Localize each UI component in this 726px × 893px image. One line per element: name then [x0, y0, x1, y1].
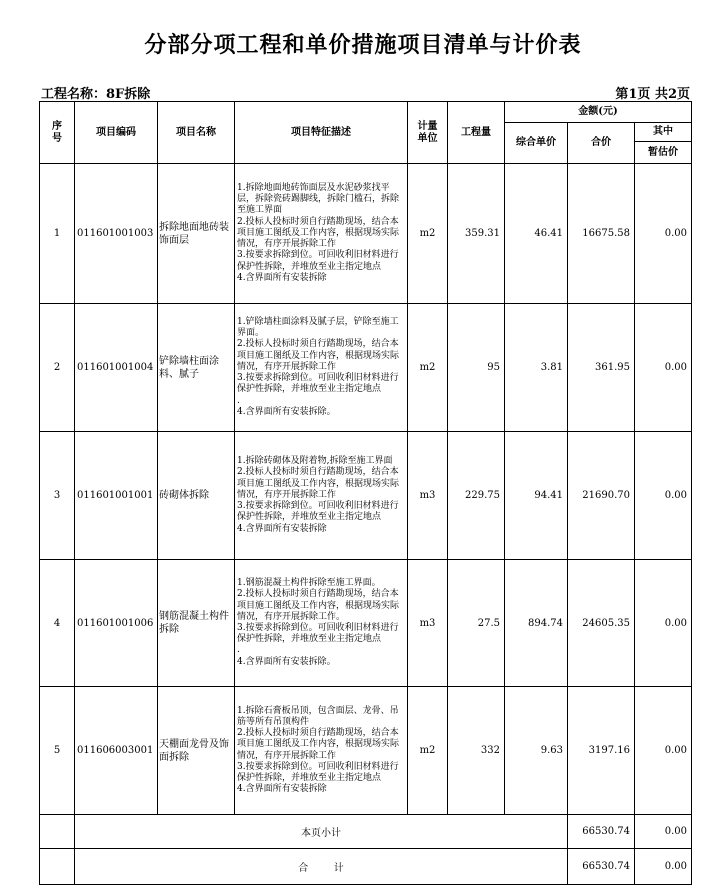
- table-row: [40, 687, 692, 815]
- subtotal-provisional: 0.00: [635, 815, 692, 849]
- desc-line: 2.投标人投标时须自行踏勘现场，结合本项目施工图纸及工作内容，根据现场实际情况，有序开展拆除工作: [237, 728, 400, 761]
- header-qty: 工程量: [448, 102, 505, 164]
- header-code: 项目编码: [75, 102, 158, 164]
- cell-desc: [235, 304, 408, 432]
- header-unit: 计量单位: [408, 102, 448, 164]
- cell-qty: 27.5: [448, 560, 505, 687]
- cell-seq: 1: [40, 164, 75, 304]
- cell-provisional: 0.00: [635, 687, 692, 815]
- header-provisional: 暂估价: [635, 142, 692, 164]
- cell-total: 21690.70: [568, 432, 635, 560]
- cell-qty: 332: [448, 687, 505, 815]
- cell-total: 361.95: [568, 304, 635, 432]
- desc-line: 2.投标人投标时须自行踏勘现场，结合本项目施工图纸及工作内容，根据现场实际情况，有序开展拆除工作。: [237, 589, 400, 622]
- cell-qty: 359.31: [448, 164, 505, 304]
- cell-total: 3197.16: [568, 687, 635, 815]
- cell-unit: m3: [408, 432, 448, 560]
- cell-total: 16675.58: [568, 164, 635, 304]
- desc-line: 3.按要求拆除到位。可回收利旧材料进行保护性拆除，并堆放至业主指定地点: [237, 761, 399, 783]
- cell-seq: 4: [40, 560, 75, 687]
- cell-name: 钢筋混凝土构件拆除: [158, 560, 235, 687]
- cell-seq: 2: [40, 304, 75, 432]
- cell-unit: m2: [408, 164, 448, 304]
- document-title: 分部分项工程和单价措施项目清单与计价表: [144, 32, 582, 58]
- cell-provisional: 0.00: [635, 432, 692, 560]
- project-name: 工程名称：8F拆除: [41, 87, 151, 102]
- cell-provisional: 0.00: [635, 304, 692, 432]
- desc-line: 2.投标人投标时须自行踏勘现场，结合本项目施工图纸及工作内容，根据现场实际情况，有序开展拆除工作: [237, 467, 400, 500]
- cell-code: 011606003001: [75, 687, 158, 815]
- header-row-1: [40, 102, 692, 123]
- cell-provisional: 0.00: [635, 560, 692, 687]
- cell-desc: [235, 560, 408, 687]
- header-unit-price: 综合单价: [505, 123, 568, 164]
- cell-unit: m2: [408, 304, 448, 432]
- desc-line: .: [237, 645, 240, 656]
- header-name: 项目名称: [158, 102, 235, 164]
- desc-line: 1.铲除墙柱面涂料及腻子层，铲除至施工界面。: [237, 317, 399, 339]
- cell-desc: [235, 432, 408, 560]
- cell-unit-price: 3.81: [505, 304, 568, 432]
- desc-line: 3.按要求拆除到位。可回收利旧材料进行保护性拆除，并堆放至业主指定地点: [237, 623, 399, 645]
- desc-line: 3.按要求拆除到位。可回收利旧材料进行保护性拆除，并堆放至业主指定地点: [237, 501, 399, 523]
- cell-unit: m3: [408, 560, 448, 687]
- table-row: [40, 164, 692, 304]
- table-row: [40, 560, 692, 687]
- cell-unit-price: 894.74: [505, 560, 568, 687]
- desc-line: 1.拆除地面地砖饰面层及水泥砂浆找平层，拆除瓷砖踢脚线，拆除门槛石，拆除至施工界面: [237, 183, 400, 216]
- bill-table: [39, 101, 692, 885]
- desc-line: 2.投标人投标时须自行踏勘现场，结合本项目施工图纸及工作内容，根据现场实际情况，有序开展拆除工作: [237, 216, 400, 250]
- desc-line: 1.钢筋混凝土构件拆除至施工界面。: [237, 578, 381, 589]
- table-row: [40, 432, 692, 560]
- table-row: [40, 304, 692, 432]
- desc-line: 4.含界面所有安装拆除: [237, 272, 327, 283]
- cell-code: 011601001004: [75, 304, 158, 432]
- cell-unit-price: 94.41: [505, 432, 568, 560]
- desc-line: 2.投标人投标时须自行踏勘现场，结合本项目施工图纸及工作内容，根据现场实际情况，有序开展拆除工作: [237, 339, 400, 372]
- cell-total: 24605.35: [568, 560, 635, 687]
- page-info: 第1页 共2页: [615, 87, 690, 102]
- header-amount: 金额(元): [505, 102, 692, 123]
- cell-seq: 3: [40, 432, 75, 560]
- desc-line: .: [237, 395, 240, 406]
- cell-unit-price: 9.63: [505, 687, 568, 815]
- grand-total-label: 合 计: [75, 849, 568, 885]
- cell-name: 天棚面龙骨及饰面拆除: [158, 687, 235, 815]
- cell-qty: 229.75: [448, 432, 505, 560]
- cell-desc: [235, 687, 408, 815]
- desc-line: 4.含界面所有安装拆除。: [237, 406, 336, 417]
- cell-unit: m2: [408, 687, 448, 815]
- subtotal-row: [40, 815, 692, 849]
- desc-line: 1.拆除砖砌体及附着物,拆除至施工界面: [237, 456, 393, 467]
- cell-qty: 95: [448, 304, 505, 432]
- desc-line: 3.按要求拆除到位。可回收利旧材料进行保护性拆除，并堆放至业主指定地点: [237, 250, 399, 272]
- cell-provisional: 0.00: [635, 164, 692, 304]
- cell-unit-price: 46.41: [505, 164, 568, 304]
- cell-code: 011601001001: [75, 432, 158, 560]
- cell-name: 铲除墙柱面涂料、腻子: [158, 304, 235, 432]
- cell-code: 011601001003: [75, 164, 158, 304]
- desc-line: 3.按要求拆除到位。可回收利旧材料进行保护性拆除，并堆放至业主指定地点: [237, 373, 399, 395]
- grand-total-provisional: 0.00: [635, 849, 692, 885]
- cell-name: 砖砌体拆除: [158, 432, 235, 560]
- grand-total-total: 66530.74: [568, 849, 635, 885]
- grand-total-row: [40, 849, 692, 885]
- subtotal-label: 本页小计: [75, 815, 568, 849]
- desc-line: 1.拆除石膏板吊顶，包含面层、龙骨、吊筋等所有吊顶构件: [237, 705, 399, 727]
- desc-line: 4.含界面所有安装拆除: [237, 784, 327, 795]
- cell-desc: [235, 164, 408, 304]
- subtotal-total: 66530.74: [568, 815, 635, 849]
- desc-line: 4.含界面所有安装拆除: [237, 523, 327, 534]
- header-total: 合价: [568, 123, 635, 164]
- desc-line: 4.含界面所有安装拆除。: [237, 656, 336, 667]
- cell-code: 011601001006: [75, 560, 158, 687]
- header-seq: 序号: [40, 102, 75, 164]
- cell-name: 拆除地面地砖装饰面层: [158, 164, 235, 304]
- cell-seq: 5: [40, 687, 75, 815]
- header-of-which: 其中: [635, 123, 692, 142]
- header-desc: 项目特征描述: [235, 102, 408, 164]
